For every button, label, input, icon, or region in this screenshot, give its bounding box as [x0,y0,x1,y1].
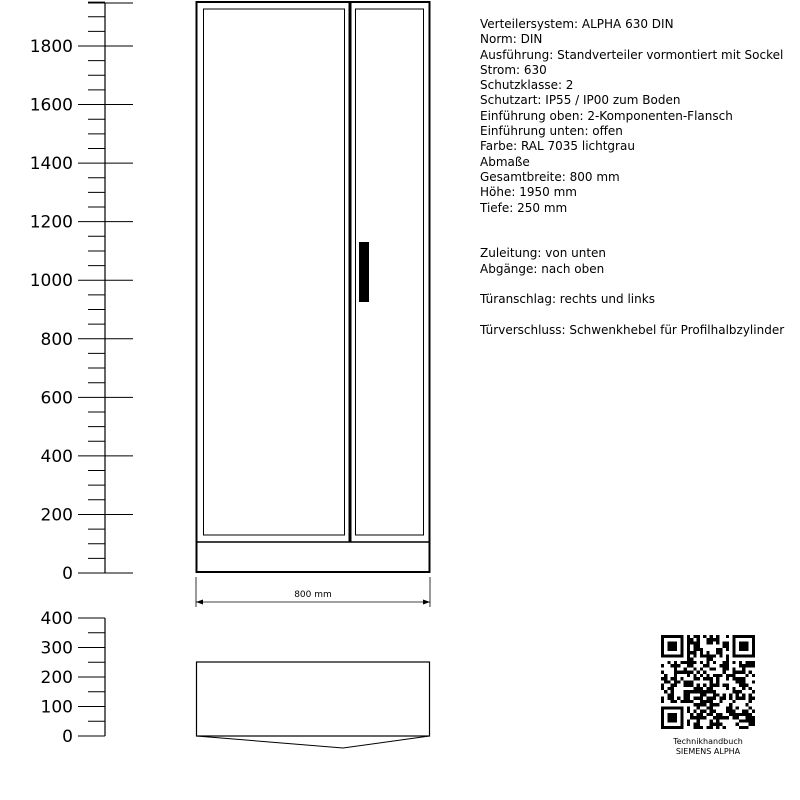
spec-line: Türverschluss: Schwenkhebel für Profilhalbzylinder [480,322,785,337]
front-scale-label: 1200 [29,212,73,233]
qr-code-block [660,635,756,757]
qr-code[interactable] [661,635,755,729]
dimension-arrow-right [423,600,430,605]
front-scale-label: 200 [40,505,73,526]
cabinet-depth-outline [197,662,430,736]
front-scale-label: 400 [40,446,73,467]
spec-line: Türanschlag: rechts und links [480,292,655,307]
specification-list [480,17,785,338]
spec-line: Höhe: 1950 mm [480,185,577,200]
spec-line: Schutzart: IP55 / IP00 zum Boden [480,93,681,108]
door-handle [359,242,369,302]
front-height-scale [30,2,133,584]
width-dimension-label: 800 mm [294,590,332,600]
front-scale-label: 1400 [29,154,73,175]
left-door-inner-panel [204,9,345,535]
spec-line: Abgänge: nach oben [480,261,605,276]
qr-caption-line1: Technikhandbuch [673,737,743,746]
front-scale-label: 1000 [29,271,73,292]
front-scale-label: 600 [40,388,73,409]
side-scale-label: 400 [40,609,73,629]
side-scale-label: 0 [62,727,73,747]
front-scale-label: 1800 [29,37,73,57]
dimension-arrow-left [196,600,203,605]
front-scale-label: 800 [40,329,73,350]
qr-caption [660,737,756,757]
door-swing-indicator [197,736,430,748]
side-scale-label: 200 [40,668,73,688]
cabinet-top-view [197,662,430,748]
cabinet-outline [197,2,430,572]
spec-line: Einführung oben: 2-Komponenten-Flansch [480,108,733,123]
spec-line: Norm: DIN [480,32,543,47]
spec-line: Einführung unten: offen [480,124,623,139]
qr-caption-line2: SIEMENS ALPHA [675,747,741,756]
width-dimension [196,577,430,607]
front-scale-label: 1600 [29,95,73,116]
spec-line: Tiefe: 250 mm [480,200,568,215]
spec-line: Ausführung: Standverteiler vormontiert mit Sockel [480,47,784,62]
spec-line: Strom: 630 [480,62,547,77]
side-depth-scale [41,609,105,747]
spec-line: Farbe: RAL 7035 lichtgrau [480,139,635,154]
spec-line: Abmaße [480,154,530,169]
spec-line: Schutzklasse: 2 [480,78,574,93]
spec-line: Gesamtbreite: 800 mm [480,169,620,184]
front-scale-label: 0 [62,564,73,584]
spec-line: Verteilersystem: ALPHA 630 DIN [480,17,674,31]
spec-line: Zuleitung: von unten [480,246,607,261]
cabinet-front-view [197,2,430,572]
side-scale-label: 300 [40,638,73,659]
side-scale-label: 100 [40,697,73,718]
